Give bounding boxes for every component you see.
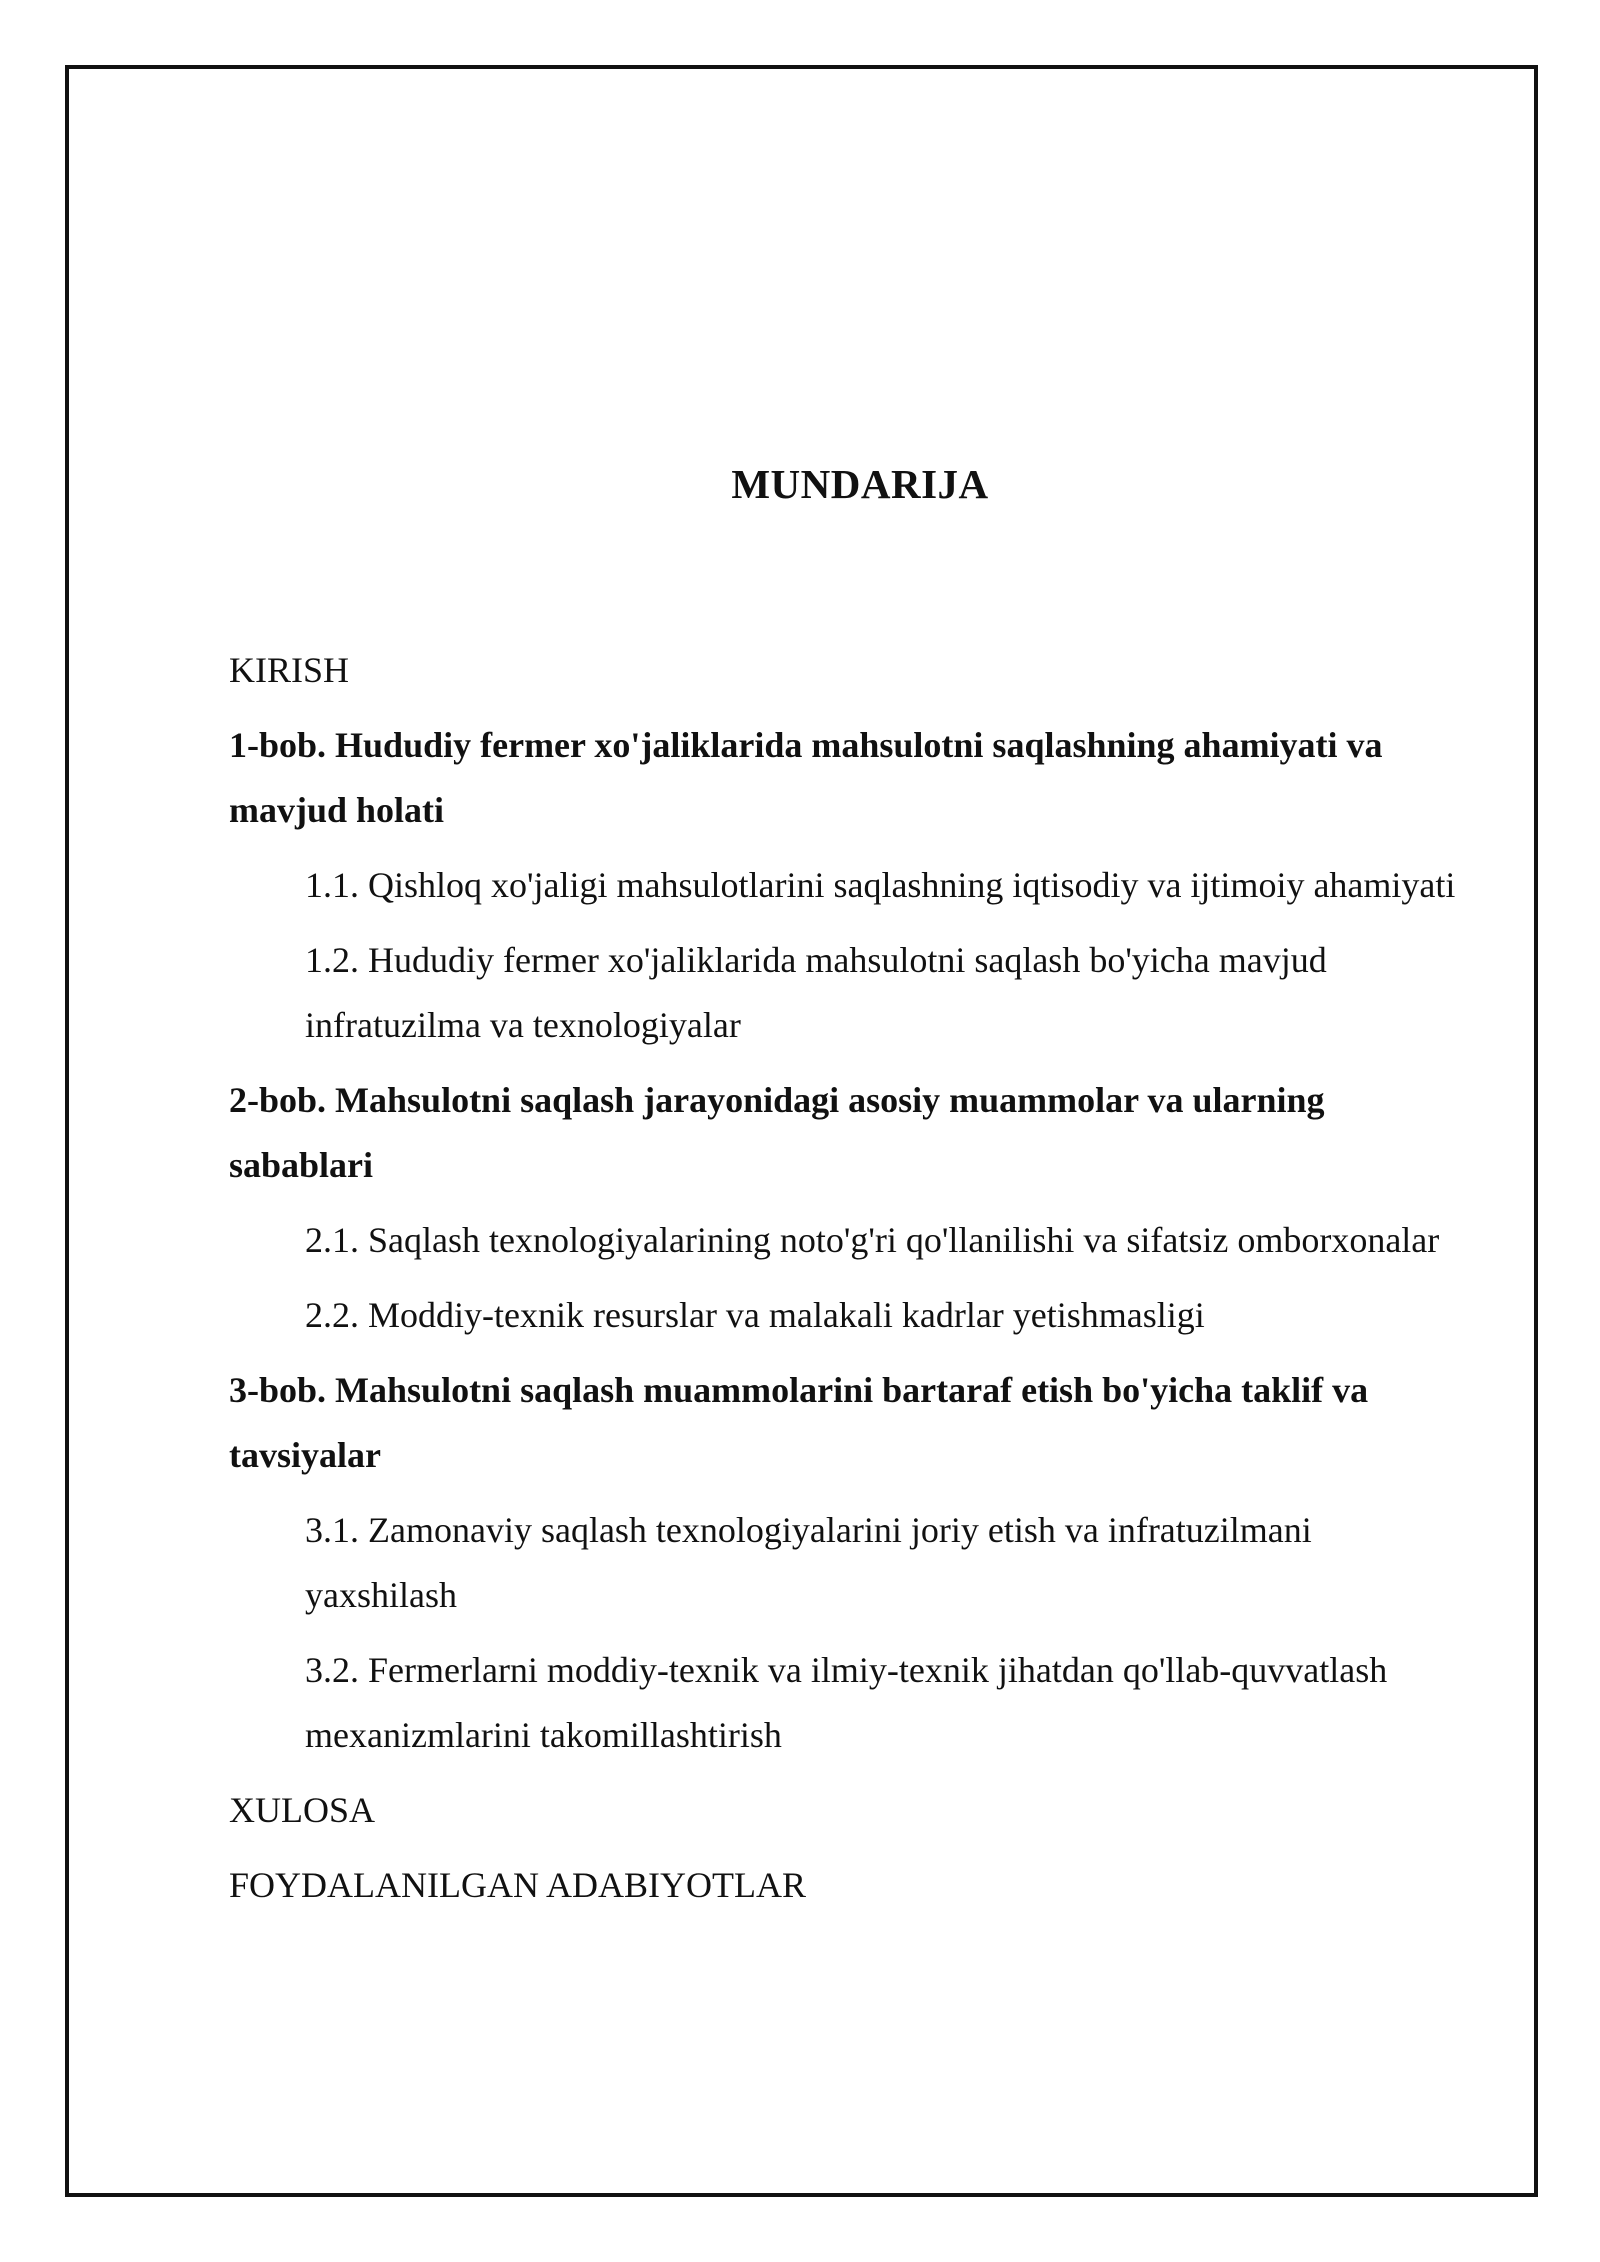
toc-section-2-1: 2.1. Saqlash texnologiyalarining noto'g'ri qo'llanilishi va sifatsiz omborxonalar bbox=[305, 1220, 1440, 1260]
toc-section-1-2: 1.2. Hududiy fermer xo'jaliklarida mahsulotni saqlash bo'yicha mavjud infratuzilma va texnologiyalar bbox=[305, 940, 1327, 1045]
toc-section-3-1: 3.1. Zamonaviy saqlash texnologiyalarini joriy etish va infratuzilmani yaxshilash bbox=[305, 1510, 1312, 1615]
toc-chapter-2: 2-bob. Mahsulotni saqlash jarayonidagi asosiy muammolar va ularning sabablari bbox=[229, 1080, 1325, 1185]
toc-introduction: KIRISH bbox=[229, 650, 350, 690]
toc-references: FOYDALANILGAN ADABIYOTLAR bbox=[229, 1865, 806, 1905]
document-title: MUNDARIJA bbox=[731, 461, 989, 507]
table-of-contents bbox=[229, 638, 1459, 1928]
toc-section-1-1: 1.1. Qishloq xo'jaligi mahsulotlarini saqlashning iqtisodiy va ijtimoiy ahamiyati bbox=[305, 865, 1456, 905]
toc-chapter-3: 3-bob. Mahsulotni saqlash muammolarini bartaraf etish bo'yicha taklif va tavsiyalar bbox=[229, 1370, 1369, 1475]
toc-chapter-1: 1-bob. Hududiy fermer xo'jaliklarida mahsulotni saqlashning ahamiyati va mavjud holati bbox=[229, 725, 1383, 830]
toc-section-3-2: 3.2. Fermerlarni moddiy-texnik va ilmiy-texnik jihatdan qo'llab-quvvatlash mexanizmlarini takomillashtirish bbox=[305, 1650, 1388, 1755]
toc-conclusion: XULOSA bbox=[229, 1790, 376, 1830]
toc-section-2-2: 2.2. Moddiy-texnik resurslar va malakali kadrlar yetishmasligi bbox=[305, 1295, 1205, 1335]
